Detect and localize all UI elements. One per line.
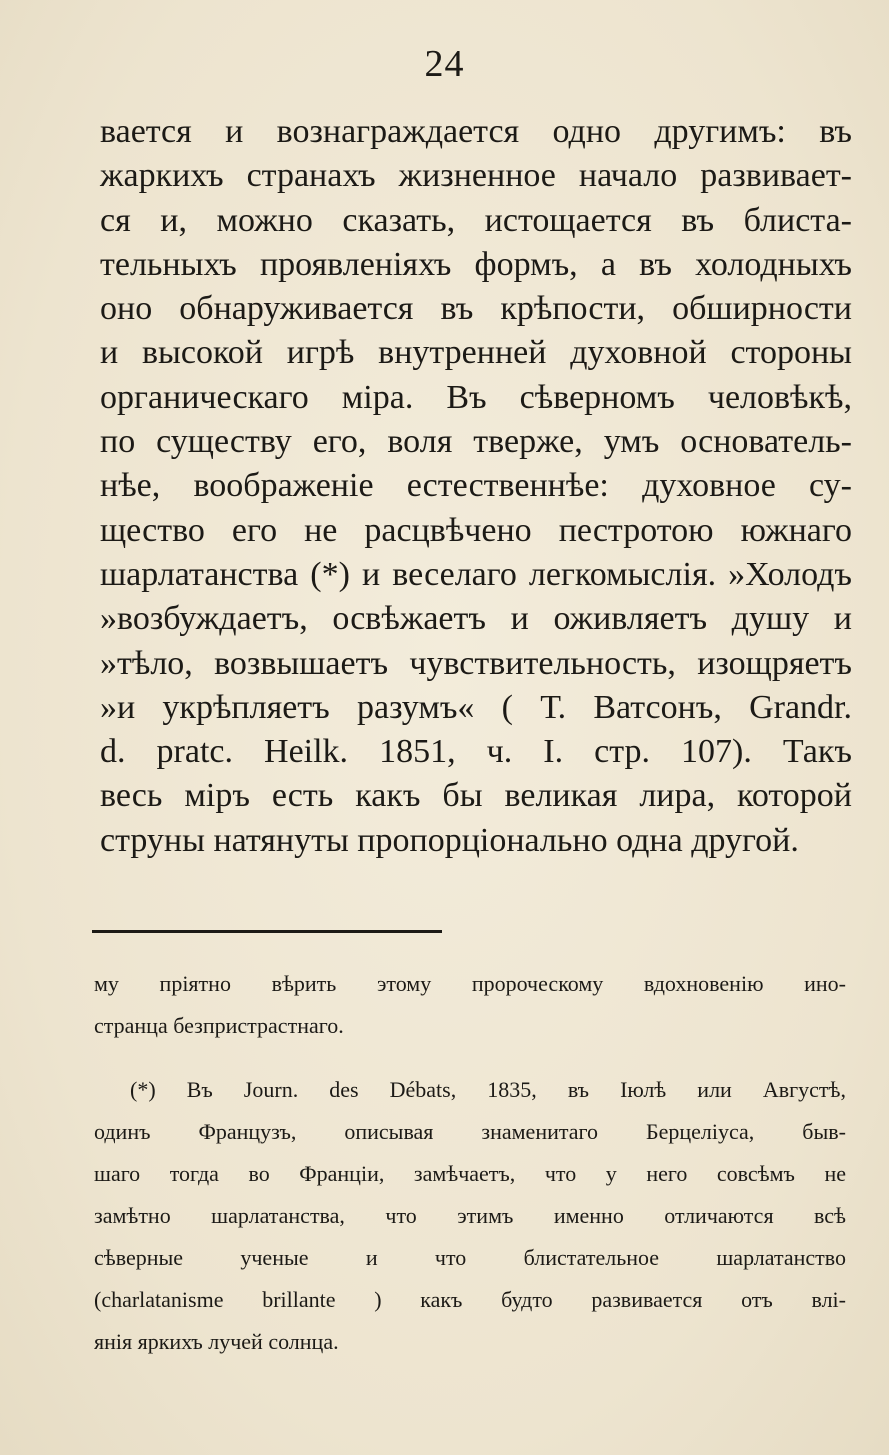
footnotes: [94, 963, 846, 1363]
text-line: »и укрѣпляетъ разумъ« ( Т. Ватсонъ, Grandr.: [100, 688, 852, 726]
footnote-line: шаго тогда во Франціи, замѣчаетъ, что у него совсѣмъ не: [94, 1161, 846, 1186]
text-line: щество его не расцвѣчено пестротою южнаго: [100, 511, 852, 549]
text-line: шарлатанства (*) и веселаго легкомыслія. »Холодъ: [100, 555, 852, 593]
text-line: »возбуждаетъ, освѣжаетъ и оживляетъ душу и: [100, 600, 852, 638]
text-line: органическаго міра. Въ сѣверномъ человѣкѣ,: [100, 378, 852, 416]
footnote-line: одинъ Французъ, описывая знаменитаго Берцеліуса, быв-: [94, 1119, 846, 1144]
text-line: нѣе, воображеніе естественнѣе: духовное су-: [100, 467, 852, 505]
footnote-line: (charlatanisme brillante ) какъ будто развивается отъ влі-: [94, 1287, 846, 1312]
text-line: струны натянуты пропорціонально одна другой.: [100, 821, 799, 859]
footnote-divider: [92, 930, 442, 933]
footnote-line: му пріятно вѣрить этому пророческому вдохновенію ино-: [94, 971, 846, 996]
text-line: »тѣло, возвышаетъ чувствительность, изощряетъ: [100, 644, 852, 682]
text-line: вается и вознаграждается одно другимъ: въ: [100, 113, 852, 150]
main-text: [100, 110, 852, 863]
text-line: d. pratc. Heilk. 1851, ч. I. стр. 107). Такъ: [100, 733, 852, 771]
text-line: тельныхъ проявленіяхъ формъ, а въ холодныхъ: [100, 245, 852, 283]
footnote-line: (*) Въ Journ. des Débats, 1835, въ Іюлѣ или Августѣ,: [130, 1077, 846, 1102]
text-line: ся и, можно сказать, истощается въ блиста-: [100, 201, 852, 239]
text-line: весь міръ есть какъ бы великая лира, которой: [100, 777, 852, 815]
footnote-line: замѣтно шарлатанства, что этимъ именно отличаются всѣ: [94, 1203, 846, 1228]
page-number: 24: [424, 43, 465, 85]
text-line: оно обнаруживается въ крѣпости, обширности: [100, 290, 852, 328]
footnote-line: янія яркихъ лучей солнца.: [94, 1329, 339, 1354]
footnote-line: странца безпристрастнаго.: [94, 1013, 344, 1038]
footnote-line: сѣверные ученые и что блистательное шарлатанство: [94, 1245, 846, 1270]
text-line: и высокой игрѣ внутренней духовной стороны: [100, 334, 852, 372]
text-line: жаркихъ странахъ жизненное начало развивает-: [100, 157, 852, 195]
text-line: по существу его, воля тверже, умъ основатель-: [100, 423, 852, 461]
